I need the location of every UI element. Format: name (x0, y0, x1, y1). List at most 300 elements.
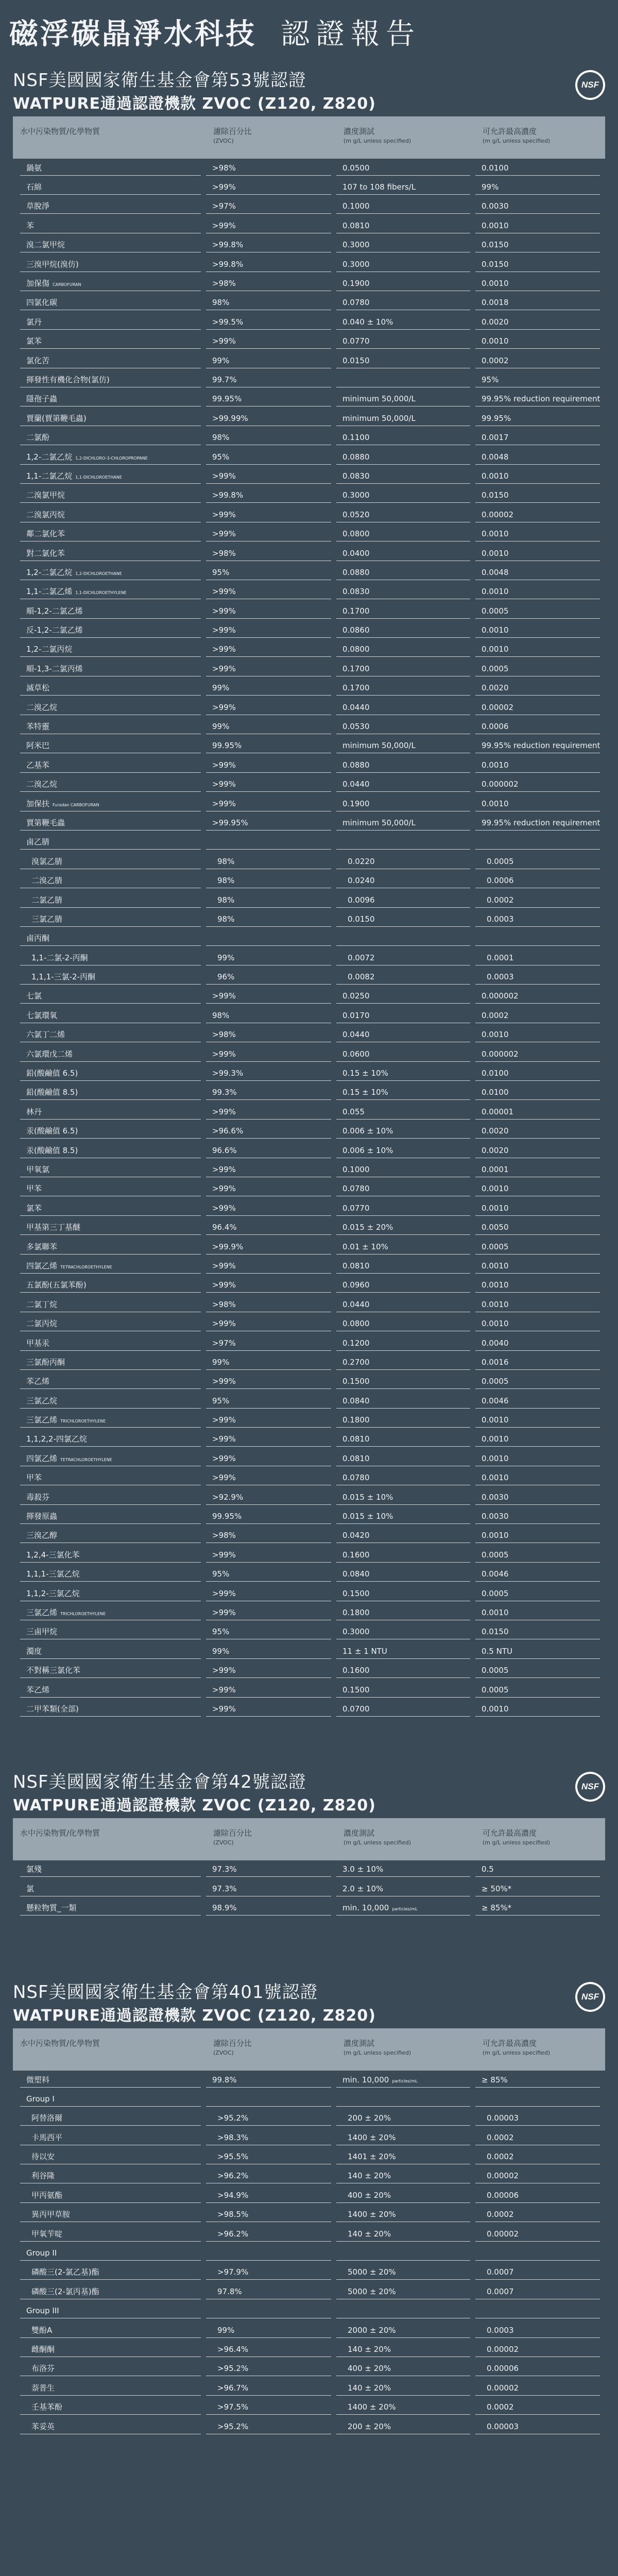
test-value (336, 739, 470, 753)
cell-text: 3.0 ± 10% (342, 1865, 384, 1874)
reduction-value (206, 1375, 331, 1389)
cell-text: 0.0010 (482, 548, 509, 558)
column-header-label: 濃度測試 (344, 1828, 375, 1838)
cell-text: Group III (26, 2306, 59, 2316)
allowable-value (475, 1066, 600, 1081)
table-cell (336, 178, 475, 197)
reduction-value (206, 1298, 331, 1312)
table-cell (206, 1565, 336, 1584)
table-cell (13, 1449, 206, 1468)
table-cell (475, 1860, 605, 1879)
cell-text: 98.9% (212, 1903, 237, 1913)
contaminant-name (20, 912, 201, 927)
cell-note: TRICHLOROETHYLENE (60, 1419, 106, 1424)
table-cell (475, 294, 605, 313)
table-cell (475, 409, 605, 428)
cell-text: 0.000002 (482, 1049, 519, 1059)
table-cell (13, 1276, 206, 1295)
table-cell (13, 178, 206, 197)
group-row (13, 2302, 605, 2321)
hero-banner (0, 0, 618, 61)
table-cell (13, 929, 206, 948)
table-cell (475, 698, 605, 717)
table-cell (336, 1527, 475, 1546)
reduction-value (206, 180, 331, 195)
allowable-value (475, 2324, 600, 2338)
cell-text: >99% (212, 702, 236, 712)
cell-text: >99% (212, 1453, 236, 1463)
table-cell (475, 1026, 605, 1045)
table-cell (475, 1449, 605, 1468)
table-cell (206, 467, 336, 486)
cell-text: 99% (212, 722, 230, 732)
table-cell (336, 2186, 475, 2205)
table-cell (336, 332, 475, 351)
table-row (13, 332, 605, 351)
table-cell (13, 698, 206, 717)
cert-section (0, 61, 618, 1719)
cell-note: TETRACHLOROETHYLENE (60, 1264, 112, 1269)
table-cell (13, 1527, 206, 1546)
table-cell (336, 621, 475, 640)
allowable-value (475, 1413, 600, 1428)
table-cell (13, 505, 206, 524)
allowable-value (475, 2169, 600, 2183)
hero-title: 磁浮碳晶淨水科技 (9, 17, 256, 51)
table-cell (206, 1700, 336, 1719)
table-cell (206, 505, 336, 524)
allowable-value (475, 931, 600, 946)
cell-note: Furadan CARBOFURAN (53, 802, 99, 807)
contaminant-name (20, 1066, 201, 1081)
cell-text: 揮發原蟲 (26, 1512, 58, 1521)
test-value (336, 951, 470, 965)
cell-text: 0.0100 (482, 1069, 509, 1078)
test-value (336, 1664, 470, 1678)
reduction-value (206, 2246, 331, 2261)
cell-text: >99.9% (212, 1242, 244, 1251)
table-cell (336, 1681, 475, 1700)
test-value (336, 1394, 470, 1409)
cell-text: >99% (212, 471, 236, 481)
contaminant-name (20, 334, 201, 349)
reduction-value (206, 1413, 331, 1428)
table-cell (336, 1469, 475, 1488)
table-cell (206, 1661, 336, 1680)
cell-text: >99% (212, 1685, 236, 1694)
column-header (13, 116, 206, 159)
allowable-value (475, 1240, 600, 1255)
test-value (336, 354, 470, 368)
table-cell (336, 756, 475, 775)
nsf-logo (575, 1982, 605, 2012)
cell-text: 0.0005 (482, 606, 509, 616)
cell-text: 0.0096 (348, 895, 375, 905)
reduction-value (206, 720, 331, 734)
reduction-value (206, 354, 331, 368)
contaminant-name (20, 951, 201, 965)
table-cell (475, 1623, 605, 1642)
table-cell (206, 583, 336, 602)
allowable-value (475, 1471, 600, 1485)
cell-text: 97.3% (212, 1884, 237, 1893)
contaminant-name (20, 855, 201, 869)
cell-text: >97% (212, 201, 236, 211)
table-cell (13, 1353, 206, 1372)
cell-text: 99% (212, 355, 230, 365)
table-cell (475, 2340, 605, 2359)
column-header (475, 1818, 605, 1860)
cell-text: 140 ± 20% (348, 2171, 391, 2181)
contaminant-name (20, 1645, 201, 1659)
table-cell (475, 968, 605, 987)
allowable-value (475, 662, 600, 676)
table-row (13, 505, 605, 524)
cell-text: 0.0003 (487, 914, 514, 924)
cell-text: 0.0860 (342, 625, 370, 635)
contaminant-name (20, 989, 201, 1004)
table-cell (13, 197, 206, 216)
cell-text: 1,1-二氯-2-丙酮 (31, 953, 88, 962)
test-value (336, 1490, 470, 1505)
table-cell (13, 1899, 206, 1918)
cell-text: 0.0020 (482, 1145, 509, 1155)
cell-text: 布洛芬 (31, 2364, 55, 2374)
cell-text: 0.0010 (482, 1434, 509, 1444)
test-value (336, 1862, 470, 1877)
table-cell (336, 1257, 475, 1276)
test-value (336, 527, 470, 541)
cell-text: 揮發性有機化合物(氯仿) (26, 375, 110, 384)
test-value (336, 797, 470, 811)
allowable-value (475, 2285, 600, 2299)
table-row (13, 2340, 605, 2359)
table-cell (336, 1879, 475, 1899)
table-cell (336, 948, 475, 968)
cell-text: 氯苯 (26, 1203, 42, 1213)
contaminant-name (20, 1182, 201, 1196)
cell-text: 1401 ± 20% (348, 2152, 396, 2162)
reduction-value (206, 1587, 331, 1601)
reduction-value (206, 1471, 331, 1485)
test-value (336, 1606, 470, 1620)
allowable-value (475, 1144, 600, 1158)
table-cell (336, 428, 475, 447)
cell-text: 95% (212, 567, 230, 577)
test-value (336, 1298, 470, 1312)
cell-text: 200 ± 20% (348, 2421, 391, 2431)
table-cell (206, 313, 336, 332)
allowable-value (475, 258, 600, 272)
cell-text: 0.0010 (482, 587, 509, 597)
table-cell (336, 2167, 475, 2186)
table-cell (475, 313, 605, 332)
table-row (13, 1469, 605, 1488)
table-cell (475, 274, 605, 293)
cell-text: 乙基苯 (26, 760, 50, 770)
contaminant-name (20, 758, 201, 773)
reduction-value (206, 1645, 331, 1659)
cell-text: 五氯酚(五氯苯酚) (26, 1280, 87, 1290)
reduction-value (206, 1163, 331, 1177)
allowable-value (475, 1452, 600, 1466)
table-cell (336, 1218, 475, 1237)
cell-text: 0.015 ± 10% (342, 1512, 393, 1521)
hero-subtitle: 認證報告 (281, 18, 421, 51)
table-row (13, 2071, 605, 2090)
cell-text: 四氯乙烯 (26, 1261, 58, 1270)
table-header-row (13, 2028, 605, 2071)
cell-text: 99.95% reduction requirement (482, 818, 600, 827)
test-value (336, 1471, 470, 1485)
reduction-value (206, 2189, 331, 2203)
cell-text: 0.0700 (342, 1704, 370, 1714)
cell-text: 0.0800 (342, 529, 370, 539)
test-value (336, 604, 470, 619)
cell-text: 鉛(酸鹼值 8.5) (26, 1088, 78, 1097)
allowable-value (475, 1124, 600, 1139)
table-cell (336, 255, 475, 274)
results-table (13, 2028, 605, 2436)
contaminant-name (20, 1510, 201, 1524)
cell-text: 0.0005 (482, 1666, 509, 1675)
cell-text: >99% (212, 1319, 236, 1329)
cell-text: 0.0840 (342, 1569, 370, 1579)
section-subtitle: WATPURE通過認證機款 ZVOC (Z120, Z820) (13, 2006, 376, 2025)
reduction-value (206, 701, 331, 715)
contaminant-name (20, 469, 201, 484)
table-cell (206, 1372, 336, 1392)
table-cell (206, 2379, 336, 2398)
cell-text: 2000 ± 20% (348, 2325, 396, 2335)
table-row (13, 1122, 605, 1141)
cell-text: 0.0010 (482, 1473, 509, 1483)
table-cell (13, 1642, 206, 1661)
cell-text: >96.4% (217, 2344, 249, 2354)
table-cell (13, 852, 206, 871)
table-cell (13, 2206, 206, 2225)
table-cell (475, 1430, 605, 1449)
table-cell (206, 2225, 336, 2244)
cell-text: 雌酮酮 (31, 2344, 55, 2354)
reduction-value (206, 315, 331, 330)
table-cell (336, 1546, 475, 1565)
test-value (336, 2285, 470, 2299)
test-value (336, 258, 470, 272)
cell-text: 0.00006 (487, 2364, 519, 2374)
cell-text: 苯 (26, 221, 35, 230)
cell-note: TRICHLOROETHYLENE (60, 1611, 106, 1616)
column-header-sublabel: (m g/L unless specified) (344, 138, 411, 144)
allowable-value (475, 1009, 600, 1023)
allowable-value (475, 1882, 600, 1896)
cell-text: 賈蘭(賈第鞭毛蟲) (26, 413, 87, 423)
table-row (13, 274, 605, 293)
table-cell (475, 2147, 605, 2166)
contaminant-name (20, 1683, 201, 1698)
column-header-label: 濃度測試 (344, 2038, 375, 2048)
reduction-value (206, 2111, 331, 2126)
reduction-value (206, 1490, 331, 1505)
cell-text: 0.0010 (482, 1415, 509, 1425)
reduction-value (206, 681, 331, 696)
cell-text: 0.1000 (342, 1165, 370, 1174)
cell-text: 0.0780 (342, 1184, 370, 1194)
cell-text: 2.0 ± 10% (342, 1884, 384, 1893)
cell-text: 0.0001 (482, 1165, 509, 1174)
contaminant-name (20, 1862, 201, 1877)
contaminant-name (20, 2343, 201, 2357)
table-cell (475, 2186, 605, 2205)
table-row (13, 1488, 605, 1507)
test-value (336, 180, 470, 195)
reduction-value (206, 566, 331, 580)
table-cell (13, 2302, 206, 2321)
reduction-value (206, 1355, 331, 1370)
contaminant-name (20, 1144, 201, 1158)
cell-text: >95.2% (217, 2421, 249, 2431)
reduction-value (206, 2208, 331, 2222)
allowable-value (475, 199, 600, 214)
cell-text: 鉛(酸鹼值 6.5) (26, 1069, 78, 1078)
allowable-value (475, 2092, 600, 2107)
table-cell (475, 1392, 605, 1411)
table-cell (13, 1411, 206, 1430)
table-cell (206, 524, 336, 544)
test-value (336, 1144, 470, 1158)
cell-text: 溴氯乙腈 (31, 856, 63, 866)
table-row (13, 313, 605, 332)
section-header (13, 61, 605, 116)
allowable-value (475, 1355, 600, 1370)
allowable-value (475, 2265, 600, 2280)
cell-text: 0.0010 (482, 336, 509, 346)
table-cell (206, 2417, 336, 2436)
table-cell (475, 1141, 605, 1160)
table-cell (336, 1507, 475, 1526)
table-cell (206, 1430, 336, 1449)
allowable-value (475, 161, 600, 176)
cell-text: 0.0010 (482, 625, 509, 635)
cell-text: 0.0018 (482, 298, 509, 308)
table-row (13, 2263, 605, 2282)
allowable-value (475, 604, 600, 619)
table-cell (13, 2321, 206, 2340)
table-cell (206, 1603, 336, 1622)
test-value (336, 469, 470, 484)
table-cell (475, 717, 605, 736)
results-table (13, 116, 605, 1719)
table-cell (13, 2109, 206, 2128)
table-cell (206, 2340, 336, 2359)
table-cell (206, 948, 336, 968)
table-cell (475, 467, 605, 486)
cell-text: 0.0003 (487, 2325, 514, 2335)
cell-text: 0.0440 (342, 702, 370, 712)
test-value (336, 2150, 470, 2164)
cell-text: 0.0020 (482, 317, 509, 327)
cell-text: 0.0048 (482, 452, 509, 462)
reduction-value (206, 604, 331, 619)
reduction-value (206, 373, 331, 387)
table-cell (336, 1392, 475, 1411)
allowable-value (475, 354, 600, 368)
cell-text: 六氯環戊二烯 (26, 1049, 73, 1059)
cell-text: 0.0005 (487, 856, 514, 866)
allowable-value (475, 758, 600, 773)
allowable-value (475, 1587, 600, 1601)
test-value (336, 1702, 470, 1717)
table-cell (336, 717, 475, 736)
cell-text: >99% (212, 1049, 236, 1059)
cell-text: 0.0440 (342, 1030, 370, 1040)
cell-text: 1,1-二氯乙烷 (26, 471, 73, 481)
cell-text: 加保傷 (26, 279, 50, 289)
table-cell (13, 1623, 206, 1642)
cell-text: 0.00002 (487, 2383, 519, 2393)
table-cell (13, 756, 206, 775)
table-cell (475, 1314, 605, 1333)
table-cell (475, 1045, 605, 1064)
cell-text: 磷酸三(2-氯丙基)酯 (31, 2286, 99, 2296)
table-cell (336, 2417, 475, 2436)
cell-text: >98.3% (217, 2132, 249, 2142)
cell-text: >99.3% (212, 1069, 244, 1078)
cell-text: 0.0780 (342, 298, 370, 308)
section-header (13, 1973, 605, 2028)
contaminant-name (20, 1432, 201, 1447)
table-cell (206, 1257, 336, 1276)
table-cell (475, 659, 605, 679)
contaminant-name (20, 720, 201, 734)
table-row (13, 891, 605, 910)
test-value (336, 1882, 470, 1896)
test-value (336, 2208, 470, 2222)
allowable-value (475, 296, 600, 310)
table-cell (475, 987, 605, 1006)
cell-text: 0.0002 (487, 2152, 514, 2162)
table-cell (206, 1083, 336, 1103)
allowable-value (475, 2073, 600, 2088)
column-header-label: 水中污染物質/化學物質 (20, 1828, 100, 1838)
table-row (13, 756, 605, 775)
table-row (13, 968, 605, 987)
cell-text: 0.0007 (487, 2267, 514, 2277)
cell-text: 六氯丁二烯 (26, 1030, 65, 1040)
contaminant-name (20, 219, 201, 233)
cell-text: >95.5% (217, 2152, 249, 2162)
cell-text: 0.0440 (342, 779, 370, 789)
test-value (336, 701, 470, 715)
contaminant-name (20, 623, 201, 638)
cell-text: 0.0010 (482, 1299, 509, 1309)
cell-text: 0.0005 (482, 1242, 509, 1251)
cell-text: 0.0810 (342, 1453, 370, 1463)
cell-text: 99.95% (482, 413, 511, 423)
table-cell (336, 891, 475, 910)
table-cell (475, 370, 605, 389)
contaminant-name (20, 1105, 201, 1120)
table-row (13, 1681, 605, 1700)
allowable-value (475, 373, 600, 387)
cell-text: >99% (212, 606, 236, 616)
table-cell (475, 1103, 605, 1122)
cell-text: 400 ± 20% (348, 2364, 391, 2374)
cell-text: 異丙甲草胺 (31, 2210, 71, 2219)
cell-text: 0.040 ± 10% (342, 317, 393, 327)
cell-text: 滅草松 (26, 683, 50, 693)
table-cell (336, 833, 475, 852)
